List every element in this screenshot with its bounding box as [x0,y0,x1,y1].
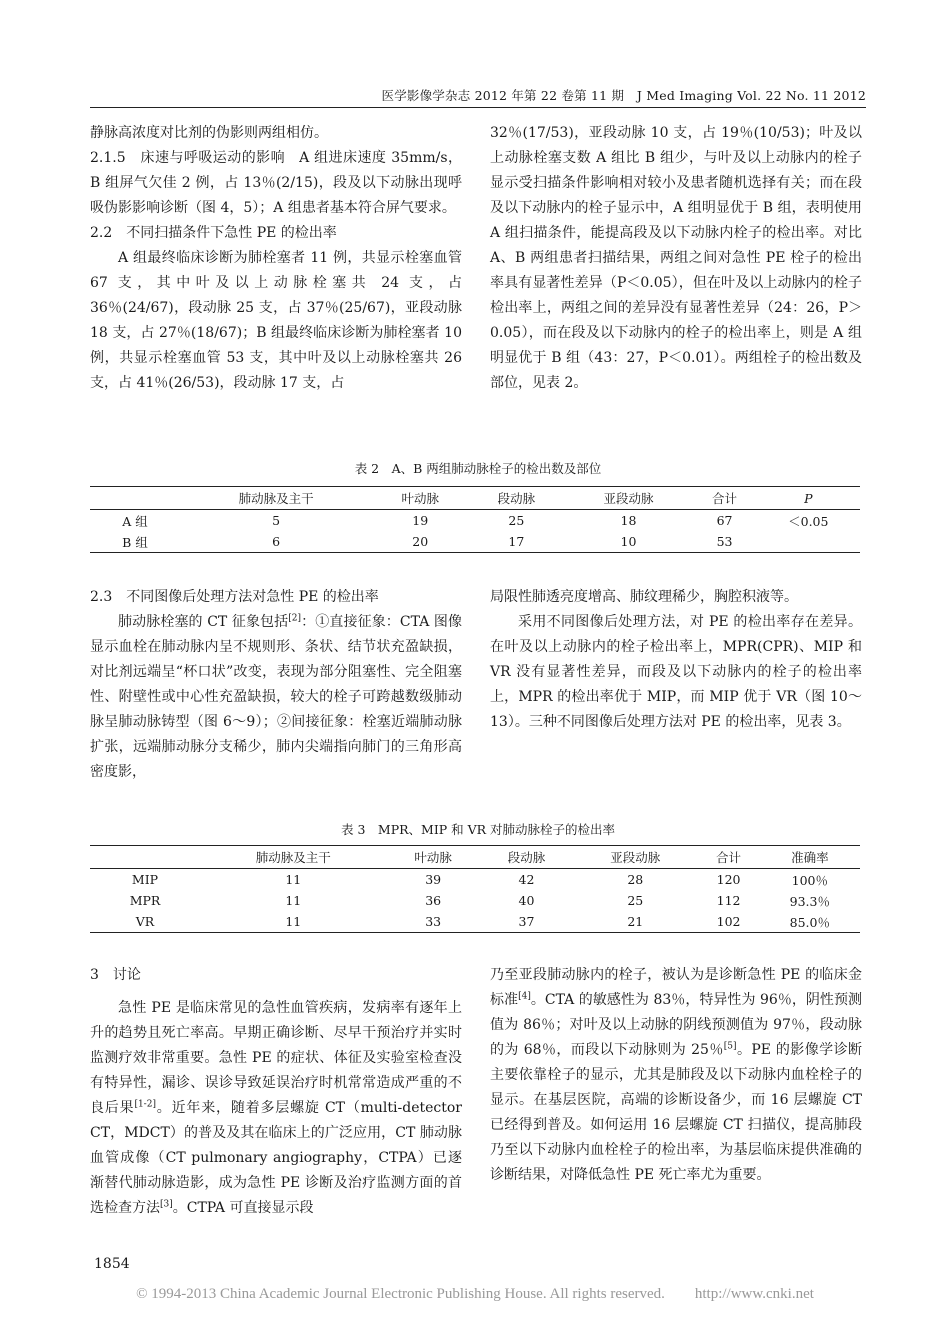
citation: [3] [160,1199,173,1210]
table-cell: 6 [272,534,281,549]
table-header: 亚段动脉 [573,846,697,869]
table-cell: 120 [716,872,741,887]
right-column-3 [490,963,862,1188]
section-heading-2-2: 2.2 不同扫描条件下急性 PE 的检出率 [90,225,337,241]
running-header: 医学影像学杂志 2012 年第 22 卷第 11 期 J Med Imaging Vol. 22 No. 11 2012 [90,86,866,108]
table-cell [757,531,860,553]
table-2-caption: 表 2 A、B 两组肺动脉栓子的检出数及部位 [354,461,602,476]
table-2 [90,486,860,553]
table-row [90,510,860,532]
table-cell: 67 [716,513,733,528]
section-heading-2-3: 2.3 不同图像后处理方法对急性 PE 的检出率 [90,589,379,605]
table-3-caption: 表 3 MPR、MIP 和 VR 对肺动脉栓子的检出率 [340,822,616,837]
copyright-footer: © 1994-2013 China Academic Journal Electronic Publishing House. All rights reserved. http://www.cnki.net [136,1286,814,1302]
table-cell: 5 [272,513,281,528]
table-row [90,531,860,553]
table-cell: 39 [425,872,442,887]
paragraph [90,996,462,1221]
table-cell: 40 [518,893,535,908]
table-header [90,487,180,510]
table-header: 叶动脉 [372,487,468,510]
table-header [90,846,200,869]
paragraph-text: 肺动脉栓塞的 CT 征象包括 [118,614,289,630]
table-cell: 102 [716,914,741,929]
table-cell: MPR [129,893,161,908]
table-cell: 100％ [791,872,828,888]
citation: [5] [723,1041,737,1052]
left-column-3 [90,963,462,1221]
paragraph-text: A 组进床速度 35mm/s，B 组屏气欠佳 2 例，占 13％(2/15)，段及以下动脉出现呼吸伪影影响诊断（图 4，5）；A 组患者基本符合屏气要求。 [90,150,462,216]
right-column-2 [490,585,862,735]
citation: [2] [288,613,302,624]
paragraph-text: ：①直接征象：CTA 图像显示血栓在肺动脉内呈不规则形、条状、结节状充盈缺损，对比剂远端呈“杯口状”改变，表现为部分阻塞性、完全阻塞性、附壁性或中心性充盈缺损，较大的栓子可跨越数级肺动脉呈肺动脉铸型（图 6～9）；②间接征象：栓塞近端肺动脉扩张，远端肺动脉分支稀少，肺内尖端指向肺门的三角形高密度影， [90,614,462,780]
paragraph-text: 乃至亚段肺动脉内的栓子，被认为是诊断急性 PE 的临床金标准 [490,967,862,1008]
table-cell: 18 [620,513,637,528]
table-cell: 10 [620,534,637,549]
table-cell: 42 [518,872,535,887]
paragraph-text: 。近年来，随着多层螺旋 CT（multi-detector CT，MDCT）的普及及其在临床上的广泛应用，CT 肺动脉血管成像（CT pulmonary angiography，CTPA）已逐渐替代肺动脉造影，成为急性 PE 诊断及治疗监测方面的首选检查方法 [90,1100,462,1216]
table-cell: 21 [627,914,644,929]
paragraph-text: 。PE 的影像学诊断主要依靠栓子的显示，尤其是肺段及以下动脉内血栓栓子的显示。在基层医院，高端的诊断设备少，而 16 层螺旋 CT 已经得到普及。如何运用 16 层螺旋 CT 扫描仪，提高肺段乃至以下动脉内血栓栓子的检出率，为基层临床提供准确的诊断结果，对降低急性 PE 死亡率尤为重要。 [490,1042,863,1183]
left-column-1 [90,121,462,396]
paragraph-text: 急性 PE 是临床常见的急性血管疾病，发病率有逐年上升的趋势且死亡率高。早期正确诊断、尽早干预治疗并实时监测疗效非常重要。急性 PE 的症状、体征及实验室检查没有特异性，漏诊、误诊导致延误治疗时机常常造成严重的不良后果 [90,1000,462,1116]
paragraph-text: 。CTPA 可直接显示段 [172,1200,314,1216]
table-cell: 20 [412,534,429,549]
table-cell: MIP [131,872,159,887]
table-cell: 112 [716,893,741,908]
paragraph [90,610,462,785]
paragraph: 32％(17/53)，亚段动脉 10 支，占 19％(10/53)；叶及以上动脉栓塞支数 A 组比 B 组少，与叶及以上动脉内的栓子显示受扫描条件影响相对较小及患者随机选择有关；而在段及以下动脉内的栓子显示中，A 组明显优于 B 组，表明使用 A 组扫描条件，能提高段及以下动脉内栓子的检出率。对比 A、B 两组患者扫描结果，两组之间对急性 PE 栓子的检出率具有显著性差异（P＜0.05），但在叶及以上动脉内的栓子检出率上，两组之间的差异没有显著性差异（24：26，P＞0.05），而在段及以下动脉内的栓子的检出率上，则是 A 组明显优于 B 组（43：27，P＜0.01）。两组栓子的检出数及部位，见表 2。 [490,125,862,391]
right-column-1 [490,121,862,396]
table-cell: 53 [716,534,733,549]
table-header: P [757,487,860,510]
table-3 [90,845,860,933]
table-header: 肺动脉及主干 [200,846,387,869]
table-cell: 25 [627,893,644,908]
table-header: 准确率 [760,846,860,869]
table-header: 合计 [697,846,759,869]
table-cell: B 组 [122,534,148,550]
paragraph: 局限性肺透亮度增高、肺纹理稀少，胸腔积液等。 [490,589,798,605]
table-cell: 36 [425,893,442,908]
table-cell: 17 [508,534,525,549]
table-cell: 28 [627,872,644,887]
section-heading-2-1-5: 2.1.5 床速与呼吸运动的影响 [90,150,286,166]
table-header: 叶动脉 [387,846,480,869]
paragraph-text: 。CTA 的敏感性为 83％，特异性为 96％，阴性预测值为 86％；对叶及以上动脉的阴线预测值为 97％，段动脉的为 68％，而段以下动脉则为 25％ [490,992,863,1058]
table-row [90,890,860,911]
table-header: 段动脉 [468,487,564,510]
citation: [1-2] [134,1099,156,1110]
paragraph: A 组最终临床诊断为肺栓塞者 11 例，共显示栓塞血管 67 支，其中叶及以上动脉栓塞共 24 支，占 36％(24/67)，段动脉 25 支，占 37％(25/67)，亚段动脉 18 支，占 27％(18/67)；B 组最终临床诊断为肺栓塞者 10 例，共显示栓塞血管 53 支，其中叶及以上动脉栓塞共 26 支，占 41％(26/53)，段动脉 17 支，占 [90,250,462,391]
paragraph: 采用不同图像后处理方法，对 PE 的检出率存在差异。在叶及以上动脉内的栓子检出率上，MPR(CPR)、MIP 和 VR 没有显著性差异，而段及以下动脉内的栓子的检出率上，MPR 的检出率优于 MIP，而 MIP 优于 VR（图 10～13）。三种不同图像后处理方法对 PE 的检出率，见表 3。 [490,614,862,730]
table-cell: 11 [285,914,302,929]
table-header: 肺动脉及主干 [180,487,372,510]
citation: [4] [518,991,531,1002]
paragraph [90,146,462,221]
table-cell: ＜0.05 [788,513,829,529]
table-header: 亚段动脉 [564,487,692,510]
table-cell: 11 [285,872,302,887]
table-cell: 19 [412,513,429,528]
table-cell: 33 [425,914,442,929]
table-cell: VR [135,914,155,929]
section-heading-3: 3 讨论 [90,967,141,983]
table-row [90,869,860,891]
table-cell: 93.3％ [789,893,830,909]
table-cell: 85.0％ [789,914,830,930]
table-header-row [90,487,860,510]
table-header: 合计 [693,487,757,510]
table-cell: 11 [285,893,302,908]
table-cell: 25 [508,513,525,528]
table-header-row [90,846,860,869]
paragraph: 静脉高浓度对比剂的伪影则两组相仿。 [90,125,328,141]
page-number: 1854 [94,1256,130,1272]
table-header: 段动脉 [480,846,573,869]
left-column-2 [90,585,462,785]
table-row [90,911,860,933]
table-cell: 37 [518,914,535,929]
table-cell: A 组 [122,513,148,529]
paragraph [490,963,862,1188]
